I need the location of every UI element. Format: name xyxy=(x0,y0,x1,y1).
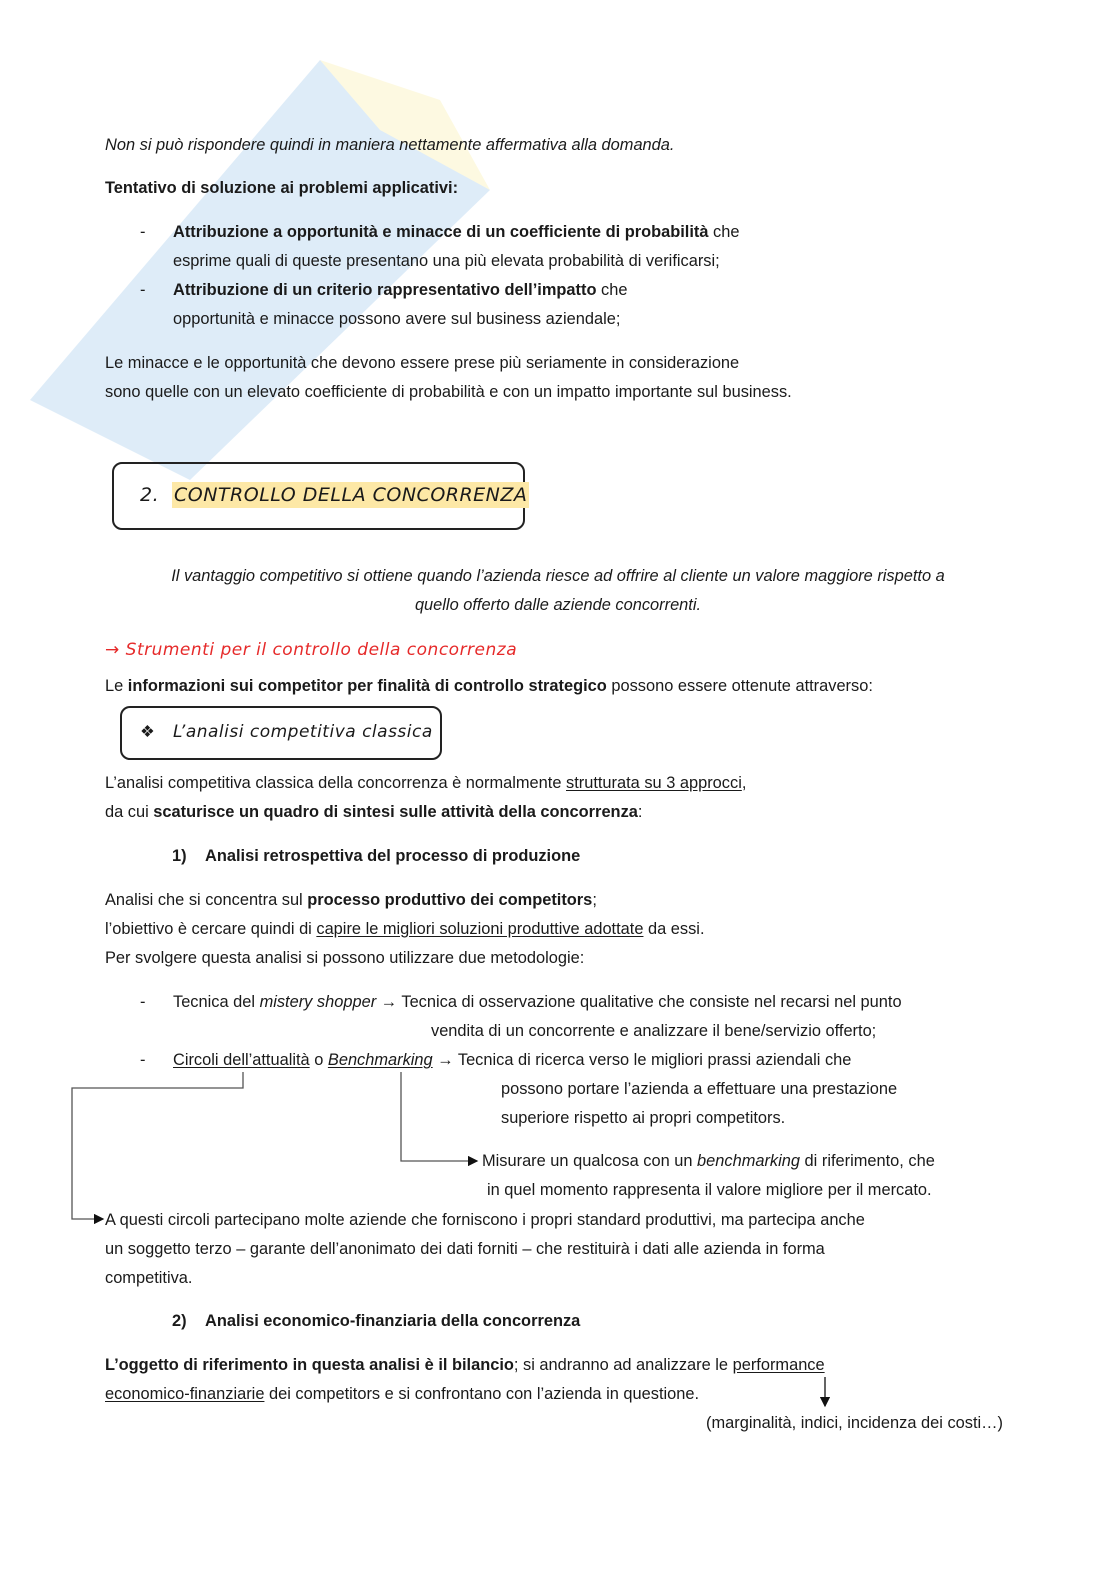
bullet-benchmarking-cont xyxy=(501,1079,897,1099)
definition-line xyxy=(0,566,1116,586)
bullet-mistery-shopper-cont xyxy=(431,1021,876,1041)
text-segment: dei competitors e si confrontano con l’azienda in questione. xyxy=(264,1385,700,1403)
performance-examples xyxy=(706,1413,1003,1433)
bullet-benchmarking xyxy=(173,1050,851,1070)
paragraph-line xyxy=(105,1355,825,1375)
text-segment: opportunità e minacce possono avere sul business aziendale; xyxy=(173,310,621,328)
bullet-probability xyxy=(173,222,739,242)
paragraph-line xyxy=(105,802,642,822)
text-segment: l’obiettivo è cercare quindi di xyxy=(105,920,317,938)
bullet-impact-cont xyxy=(173,309,620,329)
approach-1-title: Analisi retrospettiva del processo di produzione xyxy=(205,847,581,865)
paragraph-line xyxy=(105,773,746,793)
text-segment: Le minacce e le opportunità che devono essere prese più seriamente in considerazione xyxy=(105,354,740,372)
text-segment: o xyxy=(309,1051,328,1069)
diamond-bullet-icon: ❖ xyxy=(140,723,155,741)
text-segment: possono essere ottenute attraverso: xyxy=(606,677,873,695)
bullet-dash: - xyxy=(140,993,146,1011)
text-segment: vendita di un concorrente e analizzare il bene/servizio offerto; xyxy=(431,1022,877,1040)
text-segment: Tecnica del xyxy=(173,993,260,1011)
circoli-note-cont xyxy=(105,1239,825,1259)
text-segment: L’oggetto di riferimento in questa analisi è il bilancio xyxy=(105,1356,514,1374)
text-segment: competitiva. xyxy=(105,1269,193,1287)
circoli-note-cont xyxy=(105,1268,192,1288)
approach-2-number: 2) xyxy=(172,1312,187,1330)
text-segment: da cui xyxy=(105,803,154,821)
text-segment: quello offerto dalle aziende concorrenti. xyxy=(414,596,702,614)
text-segment: esprime quali di queste presentano una più elevata probabilità di verificarsi; xyxy=(173,252,720,270)
paragraph-line xyxy=(105,948,584,968)
benchmarking-note xyxy=(482,1151,935,1171)
text-segment: da essi. xyxy=(643,920,705,938)
paragraph-line xyxy=(105,919,705,939)
circoli-connector xyxy=(72,1072,243,1219)
text-segment: → Tecnica di ricerca verso le migliori prassi aziendali che xyxy=(432,1051,852,1069)
text-segment: benchmarking xyxy=(697,1152,800,1170)
text-segment: , xyxy=(741,774,747,792)
text-segment: mistery shopper xyxy=(259,993,377,1011)
text-segment: Misurare un qualcosa con un xyxy=(482,1152,698,1170)
bullet-mistery-shopper xyxy=(173,992,902,1012)
bullet-dash: - xyxy=(140,1051,146,1069)
text-segment: Benchmarking xyxy=(327,1051,433,1069)
text-segment: informazioni sui competitor per finalità di controllo strategico xyxy=(127,677,607,695)
approach-2-title: Analisi economico-finanziaria della concorrenza xyxy=(205,1312,581,1330)
text-segment: performance xyxy=(732,1356,825,1374)
text-segment: (marginalità, indici, incidenza dei costi…) xyxy=(706,1414,1003,1432)
circoli-note xyxy=(105,1210,865,1230)
text-segment: Il vantaggio competitivo si ottiene quando l’azienda riesce ad offrire al cliente un valore maggiore rispetto a xyxy=(171,567,945,585)
benchmarking-note-cont xyxy=(487,1180,932,1200)
text-segment: in quel momento rappresenta il valore migliore per il mercato. xyxy=(487,1181,932,1199)
text-segment: ; si andranno ad analizzare le xyxy=(513,1356,733,1374)
text-segment: capire le migliori soluzioni produttive adottate xyxy=(316,920,644,938)
bullet-probability-cont xyxy=(173,251,720,271)
text-segment: L’analisi competitiva classica della concorrenza è normalmente xyxy=(105,774,566,792)
text-segment: → Tecnica di osservazione qualitative che consiste nel recarsi nel punto xyxy=(376,993,902,1011)
text-segment: sono quelle con un elevato coefficiente di probabilità e con un impatto importante sul business. xyxy=(105,383,792,401)
method-label: L’analisi competitiva classica xyxy=(173,722,433,742)
text-segment: Attribuzione di un criterio rappresentativo dell’impatto xyxy=(173,281,597,299)
paragraph-line xyxy=(105,353,739,373)
text-segment: Per svolgere questa analisi si possono utilizzare due metodologie: xyxy=(105,949,585,967)
bullet-dash: - xyxy=(140,223,146,241)
bullet-impact xyxy=(173,280,627,300)
text-segment: : xyxy=(637,803,643,821)
text-segment: Le xyxy=(105,677,128,695)
paragraph-line xyxy=(105,676,873,696)
section-title: CONTROLLO DELLA CONCORRENZA xyxy=(174,484,528,506)
text-segment: processo produttivo dei competitors xyxy=(307,891,593,909)
text-segment: Circoli dell’attualità xyxy=(173,1051,310,1069)
paragraph-line xyxy=(105,1384,699,1404)
definition-line xyxy=(0,595,1116,615)
text-segment: A questi circoli partecipano molte aziende che forniscono i propri standard produttivi, ma partecipa anche xyxy=(105,1211,865,1229)
solution-heading xyxy=(105,178,458,198)
bullet-benchmarking-cont xyxy=(501,1108,785,1128)
text-segment: strutturata su 3 approcci xyxy=(566,774,742,792)
tools-heading: → Strumenti per il controllo della concorrenza xyxy=(105,640,518,660)
text-segment: un soggetto terzo – garante dell’anonimato dei dati forniti – che restituirà i dati alle azienda in forma xyxy=(105,1240,825,1258)
benchmarking-connector xyxy=(401,1072,477,1161)
approach-1-number: 1) xyxy=(172,847,187,865)
text-segment: economico-finanziarie xyxy=(105,1385,265,1403)
section-number: 2. xyxy=(140,484,160,506)
text-segment: che xyxy=(596,281,628,299)
paragraph-line xyxy=(105,382,792,402)
text-segment: superiore rispetto ai propri competitors. xyxy=(501,1109,786,1127)
text-segment: possono portare l’azienda a effettuare una prestazione xyxy=(501,1080,898,1098)
text-segment: scaturisce un quadro di sintesi sulle attività della concorrenza xyxy=(153,803,638,821)
intro-conclusion xyxy=(105,135,674,155)
text-segment: ; xyxy=(592,891,597,909)
text-segment: di riferimento, che xyxy=(800,1152,935,1170)
text-segment: Non si può rispondere quindi in maniera nettamente affermativa alla domanda. xyxy=(105,136,675,154)
paragraph-line xyxy=(105,890,597,910)
bullet-dash: - xyxy=(140,281,146,299)
text-segment: che xyxy=(708,223,740,241)
text-segment: Attribuzione a opportunità e minacce di un coefficiente di probabilità xyxy=(173,223,709,241)
text-segment: Analisi che si concentra sul xyxy=(105,891,308,909)
text-segment: Tentativo di soluzione ai problemi applicativi: xyxy=(105,179,459,197)
